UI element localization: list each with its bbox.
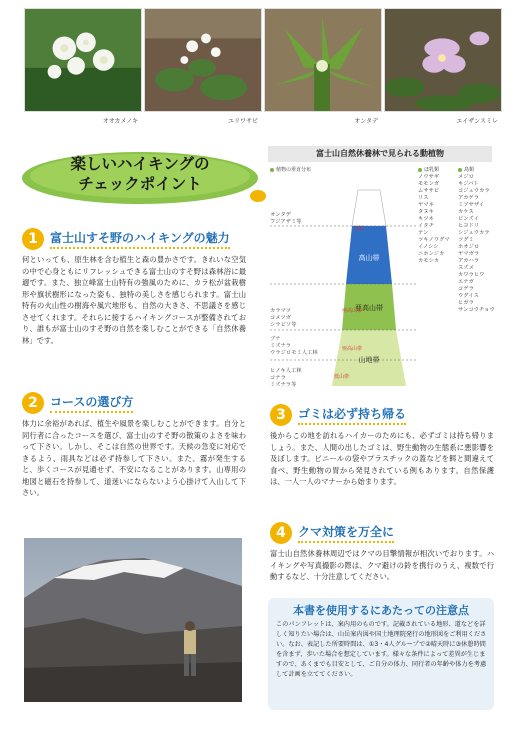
mammal-list: ノウサギ モモンガ ムササビ リス ヤマネ タヌキ キツネ イタチ テン ツキノワグマ イノシシ ニホンジカ カモシカ (418, 174, 450, 264)
section-1-heading (22, 228, 230, 250)
section-title: ゴミは必ず持ち帰る (298, 405, 406, 425)
legend-dot (418, 168, 422, 172)
plants-top: オンタデ フジアザミ等 (270, 212, 302, 225)
section-3-body: 後からこの地を訪れるハイカーのためにも、必ずゴミは持ち帰りましょう。また、人間の出したゴミは、野生動物の生態系に悪影響を及ぼします。ビニールの袋やプラスチックの蓋などを餌と間違えて食べ、野生動物の胃から発見されている例もあります。自然保護は、一人一人のマナーから始まります。 (270, 431, 494, 486)
section-3-heading (270, 404, 406, 426)
left-label-4: 低山帯 (334, 374, 350, 380)
plants-mid: カラマツ コメツガ シラビソ等 (270, 308, 297, 328)
section-number: 3 (270, 404, 292, 426)
photo-okamenoki (24, 8, 142, 112)
section-number: 4 (270, 522, 292, 544)
usage-notice-box (268, 598, 494, 710)
photo-caption: オンタデ (354, 118, 378, 125)
section-title: 富士山すそ野のハイキングの魅力 (50, 229, 230, 249)
photo-eizansumire (384, 8, 502, 112)
legend-mammals: ほ乳類 (418, 166, 439, 173)
section-2-body: 体力に余裕があれば、植生や風景を楽しむことができます。自分と同行者に合ったコースを選び、富士山のすそ野の散策のよさを味わって下さい。しかし、そこは自然の世界です。天候の急変に対応できるよう、雨具などは必ず持参して下さい。また、霧が発生すると、歩くコースが見通せず、不安になることがあります。山専用の地図と磁石を持参して、道迷いにならないよう心掛けて入山して下さい。 (22, 419, 246, 497)
section-title: コースの選び方 (50, 393, 133, 413)
section-4-body: 富士山自然休養林周辺ではクマの目撃情報が相次いでおります。ハイキングや写真撮影の際は、クマ避けの鈴を携行のうえ、複数で行動するなど、十分注意してください。 (270, 549, 494, 581)
legend-plants: 植物の垂直分布 (270, 166, 311, 173)
notice-title: 本書を使用するにあたっての注意点 (293, 604, 469, 617)
photo-hiker-mountain (24, 538, 242, 702)
zone-label-alpine: 高山帯 (358, 254, 380, 262)
plants-base: ヒノキ人工林 コナラ ミズナラ等 (270, 368, 302, 388)
zone-label-montane: 山地帯 (358, 356, 380, 364)
left-label-3: 亜高山帯 (342, 346, 363, 352)
legend-dot (270, 168, 274, 172)
chart-title: 富士山自然休養林で見られる動植物 (268, 146, 492, 162)
notice-body: このパンフレットは、案内用のものです。記載されている地形、道などを詳しく知りたい場合は、山岳案内図や国土地理院発行の地形図をご利用ください。なお、表記した所要時間は、①3・4人グループで②晴天時に③休憩時間を含まず、歩いた場合を想定しています。様々な条件によって差異が生じますので、あくまでも目安として、ご自分の体力、同行者の年齢や体力を考慮して計画を立ててください。 (276, 621, 487, 678)
legend-dot (458, 168, 462, 172)
bird-list: メジロ キジバト コジュウカラ アカゲラ ミソサザイ カケス ビンズイ ヒヨドリ シジュウカラ ツグミ ホオジロ ヤマガラ アカハラ スズメ カワラヒワ エナガ コゲラ ウグイス ヒガラ サンコウチョウ (458, 174, 495, 313)
photo-caption: オオカメノキ (102, 118, 138, 125)
section-1-body: 何といっても、原生林を含む植生と森の豊かさです。きれいな空気の中で心身ともにリフレッシュできる富士山のすそ野は森林浴に最適です。また、独立峰富士山特有の強風のために、カラ松が盆栽樹形や旗状樹形になった姿も、独特の美しさを感じられます。富士山特有の火山性の樹海や風穴地形も、自然の大きさ、不思議さを感じさせてくれます。それらに接するハイキングコースが整備されており、誰もが富士山のすそ野の自然を楽しむことができる「自然休養林」です。 (22, 255, 246, 345)
left-label-1: 荒原 (354, 226, 365, 232)
page-title: 楽しいハイキングの チェックポイント (70, 155, 210, 193)
photo-ontade (264, 8, 382, 112)
section-title: クマ対策を万全に (298, 523, 394, 543)
legend-birds: 鳥類 (458, 166, 474, 173)
photo-caption: エイザンスミレ (456, 118, 498, 125)
section-4-heading (270, 522, 394, 544)
section-number: 1 (22, 228, 44, 250)
plants-low: ブナ ミズナラ ウラジロモミ人工林 (270, 336, 318, 356)
photo-yuriwasabi (144, 8, 262, 112)
section-2-heading (22, 392, 133, 414)
mountain-top-zone (352, 190, 386, 226)
section-number: 2 (22, 392, 44, 414)
checkpoint-title-badge (22, 148, 270, 206)
photo-caption: ユリワサビ (227, 118, 258, 125)
zone-label-subalpine: 亜高山帯 (355, 304, 383, 312)
left-label-2: 亜高山帯 (342, 308, 363, 314)
